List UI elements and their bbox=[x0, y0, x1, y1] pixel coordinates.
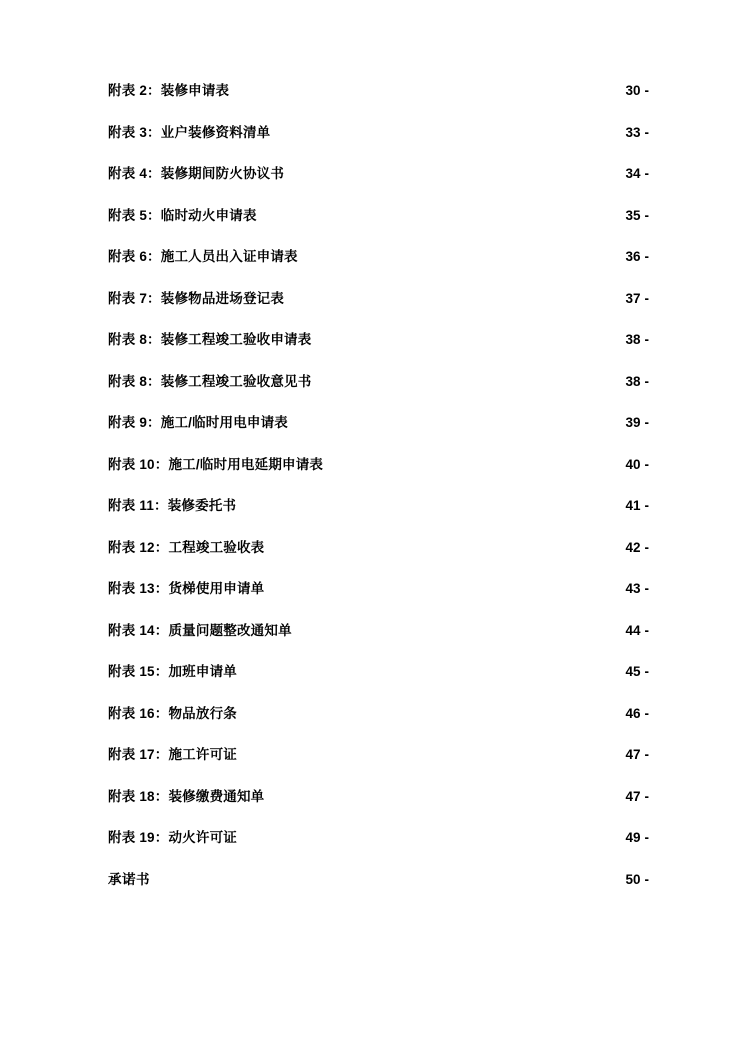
toc-leader-dots bbox=[154, 868, 605, 884]
toc-entry-page: 47 bbox=[625, 747, 641, 762]
toc-entry[interactable] bbox=[108, 236, 649, 278]
toc-entry[interactable] bbox=[108, 278, 649, 320]
toc-entry[interactable] bbox=[108, 734, 649, 776]
toc-leader-dots bbox=[288, 287, 604, 303]
toc-entry-title: 附表 16：物品放行条 bbox=[108, 705, 237, 721]
toc-entry-suffix: - bbox=[644, 290, 649, 306]
toc-leader-dots bbox=[241, 702, 605, 718]
toc-leader-dots bbox=[233, 79, 604, 95]
toc-entry-page: 43 bbox=[625, 581, 641, 596]
toc-entry-suffix: - bbox=[644, 622, 649, 638]
toc-leader-dots bbox=[296, 619, 605, 635]
toc-entry-suffix: - bbox=[644, 664, 649, 679]
toc-entry[interactable] bbox=[108, 361, 649, 403]
toc-entry[interactable] bbox=[108, 568, 649, 610]
toc-entry-title: 附表 12：工程竣工验收表 bbox=[108, 539, 265, 555]
toc-entry[interactable] bbox=[108, 70, 649, 112]
toc-entry[interactable] bbox=[108, 859, 649, 901]
toc-entry[interactable] bbox=[108, 485, 649, 527]
toc-entry[interactable] bbox=[108, 817, 649, 859]
toc-leader-dots bbox=[268, 785, 604, 801]
toc-entry-suffix: - bbox=[644, 83, 649, 98]
toc-entry-page: 38 bbox=[625, 332, 641, 347]
toc-entry-title: 附表 11：装修委托书 bbox=[108, 498, 237, 513]
toc-entry-suffix: - bbox=[644, 249, 649, 264]
toc-entry[interactable] bbox=[108, 693, 649, 735]
toc-entry-suffix: - bbox=[644, 456, 649, 472]
toc-entry-title: 附表 7：装修物品进场登记表 bbox=[108, 290, 285, 306]
toc-entry-title: 附表 6：施工人员出入证申请表 bbox=[108, 249, 298, 264]
toc-leader-dots bbox=[292, 411, 604, 427]
toc-entry-page: 50 bbox=[625, 871, 641, 887]
toc-entry-page: 39 bbox=[625, 415, 641, 430]
toc-leader-dots bbox=[241, 660, 605, 676]
toc-entry-page: 38 bbox=[625, 373, 641, 389]
toc-entry-suffix: - bbox=[644, 871, 649, 887]
toc-entry-page: 46 bbox=[625, 705, 641, 721]
toc-entry-title: 承诺书 bbox=[108, 871, 150, 887]
toc-leader-dots bbox=[315, 370, 604, 386]
toc-entry-title: 附表 13：货梯使用申请单 bbox=[108, 581, 265, 596]
toc-entry-suffix: - bbox=[644, 830, 649, 845]
toc-entry-title: 附表 10：施工/临时用电延期申请表 bbox=[108, 456, 324, 472]
toc-entry-suffix: - bbox=[644, 788, 649, 804]
toc-entry-title: 附表 19：动火许可证 bbox=[108, 830, 237, 845]
toc-entry[interactable] bbox=[108, 402, 649, 444]
toc-entry-title: 附表 18：装修缴费通知单 bbox=[108, 788, 265, 804]
toc-entry[interactable] bbox=[108, 195, 649, 237]
toc-entry-suffix: - bbox=[644, 332, 649, 347]
toc-entry-title: 附表 5：临时动火申请表 bbox=[108, 207, 257, 223]
toc-leader-dots bbox=[327, 453, 604, 469]
toc-entry-suffix: - bbox=[644, 373, 649, 389]
toc-entry-title: 附表 15：加班申请单 bbox=[108, 664, 237, 679]
toc-entry-suffix: - bbox=[644, 539, 649, 555]
toc-entry-page: 41 bbox=[625, 498, 641, 513]
toc-entry[interactable] bbox=[108, 610, 649, 652]
toc-entry-title: 附表 17：施工许可证 bbox=[108, 747, 237, 762]
toc-entry-page: 34 bbox=[625, 166, 641, 181]
toc-entry-page: 33 bbox=[625, 124, 641, 140]
toc-entry-title: 附表 14：质量问题整改通知单 bbox=[108, 622, 292, 638]
toc-entry[interactable] bbox=[108, 112, 649, 154]
toc-leader-dots bbox=[240, 494, 604, 510]
toc-leader-dots bbox=[261, 204, 605, 220]
toc-entry[interactable] bbox=[108, 776, 649, 818]
toc-entry[interactable] bbox=[108, 444, 649, 486]
toc-entry-title: 附表 9：施工/临时用电申请表 bbox=[108, 415, 289, 430]
toc-entry[interactable] bbox=[108, 319, 649, 361]
toc-leader-dots bbox=[315, 328, 604, 344]
toc-entry-page: 30 bbox=[625, 83, 641, 98]
toc-entry-suffix: - bbox=[644, 498, 649, 513]
toc-entry-title: 附表 4：装修期间防火协议书 bbox=[108, 166, 285, 181]
toc-entry-page: 35 bbox=[625, 207, 641, 223]
toc-entry-suffix: - bbox=[644, 415, 649, 430]
toc-leader-dots bbox=[268, 536, 604, 552]
toc-entry-page: 37 bbox=[625, 290, 641, 306]
toc-leader-dots bbox=[302, 245, 605, 261]
toc-leader-dots bbox=[288, 162, 604, 178]
toc-entry-page: 44 bbox=[625, 622, 641, 638]
toc-leader-dots bbox=[274, 121, 604, 137]
toc-entry-suffix: - bbox=[644, 166, 649, 181]
toc-entry-suffix: - bbox=[644, 581, 649, 596]
toc-entry-page: 47 bbox=[625, 788, 641, 804]
toc-entry-page: 49 bbox=[625, 830, 641, 845]
toc-entry-title: 附表 8：装修工程竣工验收申请表 bbox=[108, 332, 312, 347]
toc-entry-suffix: - bbox=[644, 705, 649, 721]
toc-entry-suffix: - bbox=[644, 747, 649, 762]
toc-entry[interactable] bbox=[108, 153, 649, 195]
toc-leader-dots bbox=[268, 577, 604, 593]
toc-entry-title: 附表 3：业户装修资料清单 bbox=[108, 124, 271, 140]
toc-entry-title: 附表 8：装修工程竣工验收意见书 bbox=[108, 373, 312, 389]
toc-entry-page: 42 bbox=[625, 539, 641, 555]
toc-leader-dots bbox=[241, 743, 605, 759]
toc-entry-title: 附表 2：装修申请表 bbox=[108, 83, 230, 98]
toc-entry-page: 40 bbox=[625, 456, 641, 472]
toc-entry[interactable] bbox=[108, 651, 649, 693]
toc-entry-suffix: - bbox=[644, 207, 649, 223]
table-of-contents bbox=[108, 70, 649, 900]
toc-entry[interactable] bbox=[108, 527, 649, 569]
toc-entry-page: 36 bbox=[625, 249, 641, 264]
toc-leader-dots bbox=[241, 826, 605, 842]
toc-entry-suffix: - bbox=[644, 124, 649, 140]
toc-entry-page: 45 bbox=[625, 664, 641, 679]
